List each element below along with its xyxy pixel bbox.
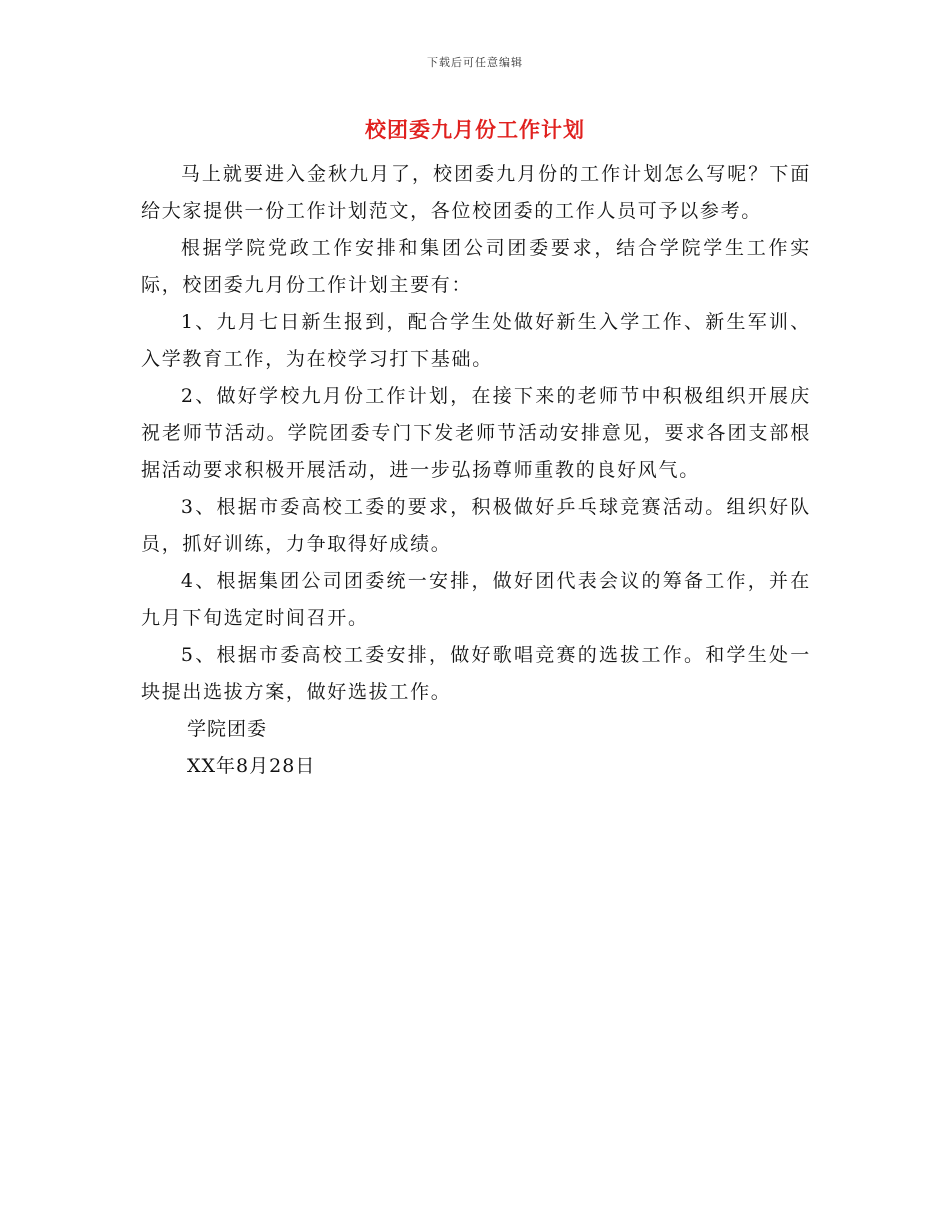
- paragraph-overview: 根据学院党政工作安排和集团公司团委要求，结合学院学生工作实际，校团委九月份工作计划主要有：: [141, 237, 811, 296]
- paragraph-intro: 马上就要进入金秋九月了，校团委九月份的工作计划怎么写呢？下面给大家提供一份工作计划范文，各位校团委的工作人员可予以参考。: [141, 163, 811, 222]
- date: XX年8月28日: [187, 755, 316, 777]
- paragraph-item-4: 4、根据集团公司团委统一安排，做好团代表会议的筹备工作，并在九月下旬选定时间召开。: [141, 570, 811, 629]
- paragraph-item-5: 5、根据市委高校工委安排，做好歌唱竞赛的选拔工作。和学生处一块提出选拔方案，做好选拔工作。: [141, 644, 811, 703]
- document-title: 校团委九月份工作计划: [365, 117, 585, 142]
- signature: 学院团委: [187, 718, 268, 740]
- paragraph-item-2: 2、做好学校九月份工作计划，在接下来的老师节中积极组织开展庆祝老师节活动。学院团委专门下发老师节活动安排意见，要求各团支部根据活动要求积极开展活动，进一步弘扬尊师重教的良好风气。: [141, 385, 811, 481]
- paragraph-item-3: 3、根据市委高校工委的要求，积极做好乒乓球竞赛活动。组织好队员，抓好训练，力争取得好成绩。: [141, 496, 811, 555]
- header-note: 下载后可任意编辑: [427, 56, 523, 69]
- document-body: [141, 156, 811, 785]
- paragraph-item-1: 1、九月七日新生报到，配合学生处做好新生入学工作、新生军训、入学教育工作，为在校学习打下基础。: [141, 311, 811, 370]
